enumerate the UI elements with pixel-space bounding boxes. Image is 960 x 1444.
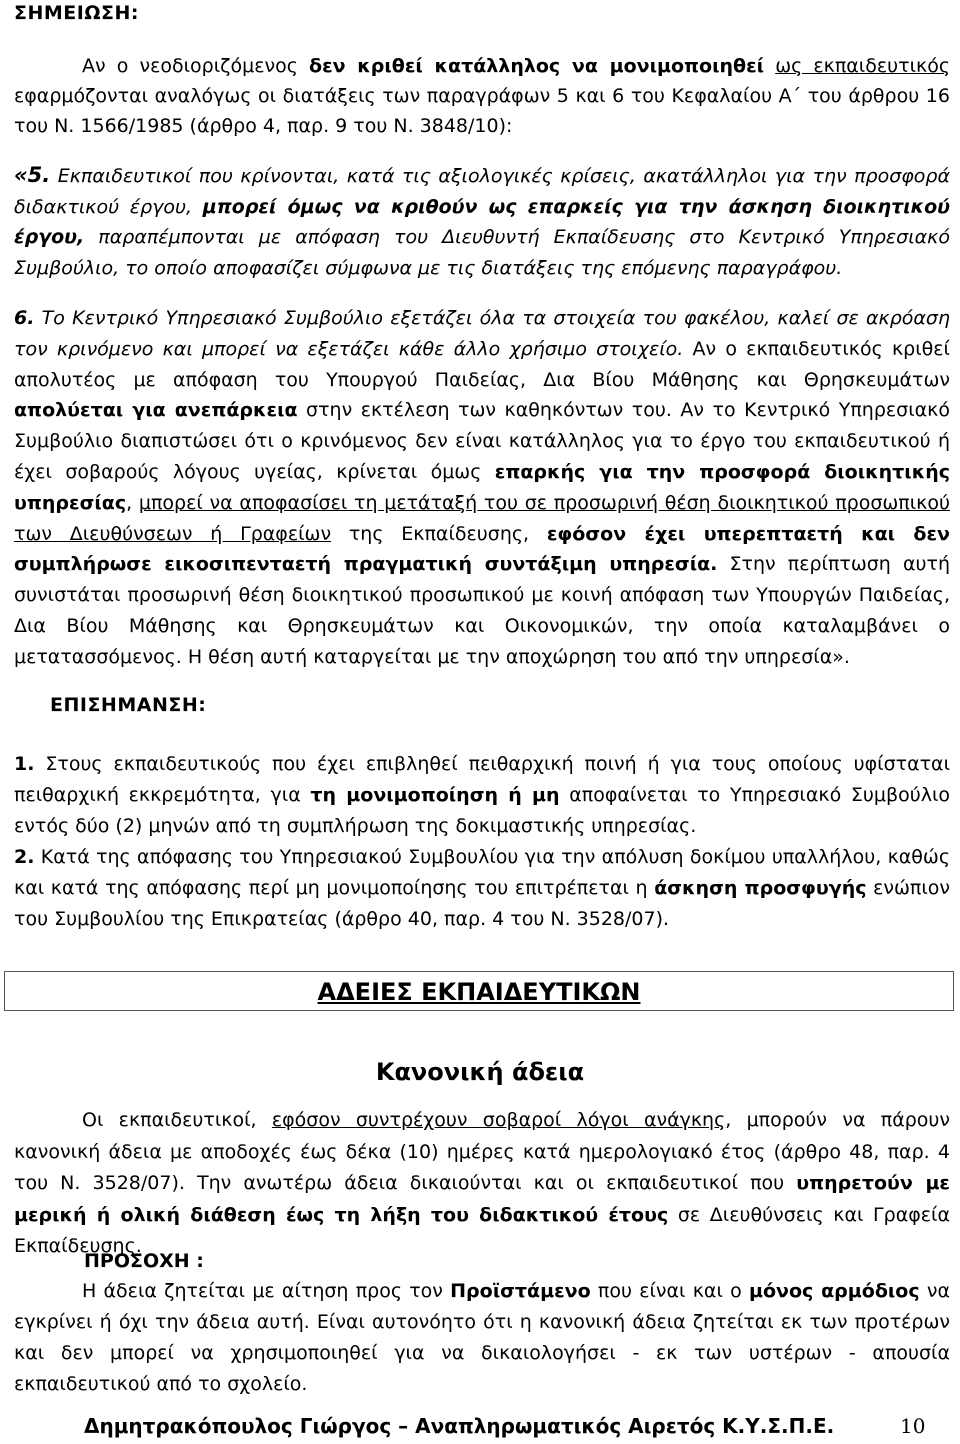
attention-label-line bbox=[84, 1246, 944, 1276]
episimansi-point-1: 1. Στους εκπαιδευτικούς που έχει επιβληθεί πειθαρχική ποινή ή για τους οποίους υφίσταται πειθαρχική εκκρεμότητα, για τη μονιμοποίηση ή μη αποφαίνεται το Υπηρεσιακό Συμβούλιο εντός δύο (2) μηνών από τη συμπλήρωση της δοκιμαστικής υπηρεσίας. bbox=[14, 753, 951, 837]
paragraph-6-number: 6. bbox=[14, 307, 35, 329]
footer-author: Δημητρακόπουλος Γιώργος – Αναπληρωματικός Αιρετός Κ.Υ.Σ.Π.Ε. bbox=[84, 1414, 835, 1438]
attention-bold-1: Προϊστάμενο bbox=[450, 1280, 591, 1302]
episimansi-heading: ΕΠΙΣΗΜΑΝΣΗ: bbox=[50, 694, 207, 716]
point-2-number: 2. bbox=[14, 846, 35, 868]
point-1-number: 1. bbox=[14, 753, 35, 775]
episimansi-point-2: 2. Κατά της απόφασης του Υπηρεσιακού Συμβουλίου για την απόλυση δοκίμου υπαλλήλου, καθώς και κατά της απόφασης περί μη μονιμοποίησης του επιτρέπεται η άσκηση προσφυγής ενώπιον του Συμβουλίου της Επικρατείας (άρθρο 40, παρ. 4 του Ν. 3528/07). bbox=[14, 846, 950, 930]
section-subtitle: Κανονική άδεια bbox=[375, 1058, 585, 1086]
attention-label: ΠΡΟΣΟΧΗ : bbox=[84, 1250, 204, 1272]
regular-leave-paragraph: Οι εκπαιδευτικοί, εφόσον συντρέχουν σοβαροί λόγοι ανάγκης, μπορούν να πάρουν κανονική άδεια με αποδοχές έως δέκα (10) ημέρες κατά ημερολογιακό έτος (άρθρο 48, παρ. 4 του Ν. 3528/07). Την ανωτέρω άδεια δικαιούνται και οι εκπαιδευτικοί που υπηρετούν με μερική ή ολική διάθεση έως τη λήξη του διδακτικού έτους σε Διευθύνσεις και Γραφεία Εκπαίδευσης. bbox=[14, 1109, 951, 1257]
note-intro-text-1: Αν ο νεοδιοριζόμενος bbox=[82, 55, 310, 77]
note-intro-paragraph bbox=[14, 51, 950, 141]
paragraph-5-bold: μπορεί όμως να κριθούν ως επαρκείς για την άσκηση διοικητικού έργου, bbox=[14, 195, 950, 248]
note-heading: ΣΗΜΕΙΩΣΗ: bbox=[14, 2, 139, 24]
paragraph-6-bold-2: επαρκής για την προσφορά διοικητικής υπηρεσίας bbox=[14, 460, 950, 514]
paragraph-6: 6. Το Κεντρικό Υπηρεσιακό Συμβούλιο εξετάζει όλα τα στοιχεία του φακέλου, καλεί σε ακρόαση τον κρινόμενο και μπορεί να εξετάζει κάθε άλλο χρήσιμο στοιχείο. Αν ο εκπαιδευτικός κριθεί απολυτέος με απόφαση του Υπουργού Παιδείας, Δια Βίου Μάθησης και Θρησκευμάτων απολύεται για ανεπάρκεια στην εκτέλεση των καθηκόντων του. Αν το Κεντρικό Υπηρεσιακό Συμβούλιο διαπιστώσει ότι ο κρινόμενος δεν είναι κατάλληλος για το έργο του εκπαιδευτικού ή έχει σοβαρούς λόγους υγείας, κρίνεται όμως επαρκής για την προσφορά διοικητικής υπηρεσίας, μπορεί να αποφασίσει τη μετάταξή του σε προσωρινή θέση διοικητικού προσωπικού των Διευθύνσεων ή Γραφείων της Εκπαίδευσης, εφόσον έχει υπερεπταετή και δεν συμπλήρωσε εικοσιπενταετή πραγματική συντάξιμη υπηρεσία. Στην περίπτωση αυτή συνιστάται προσωρινή θέση διοικητικού προσωπικού με κοινή απόφαση των Υπουργών Παιδείας, Δια Βίου Μάθησης και Θρησκευμάτων και Οικονομικών, την οποία καταλαμβάνει ο μετατασσόμενος. Η θέση αυτή καταργείται με την αποχώρηση του από την υπηρεσία». bbox=[14, 307, 951, 668]
leave-bold: υπηρετούν με μερική ή ολική διάθεση έως τη λήξη του διδακτικού έτους bbox=[14, 1172, 951, 1226]
note-intro-text-2: εφαρμόζονται αναλόγως οι διατάξεις των παραγράφων 5 και 6 του Κεφαλαίου Α΄ του άρθρου 16 του Ν. 1566/1985 (άρθρο 4, παρ. 9 του Ν. 3848/10): bbox=[14, 85, 950, 137]
leave-condition-underline: εφόσον συντρέχουν σοβαροί λόγοι ανάγκης bbox=[271, 1109, 726, 1131]
attention-bold-2: μόνος αρμόδιος bbox=[749, 1280, 920, 1302]
attention-paragraph: Η άδεια ζητείται με αίτηση προς τον Προϊστάμενο που είναι και ο μόνος αρμόδιος να εγκρίνει ή όχι την άδεια αυτή. Είναι αυτονόητο ότι η κανονική άδεια ζητείται εκ των προτέρων και δεν μπορεί να χρησιμοποιηθεί για να δικαιολογήσει - εκ των υστέρων - απουσία εκπαιδευτικού από το σχολείο. bbox=[14, 1280, 950, 1395]
paragraph-6-bold-3: εφόσον έχει υπερεπταετή και δεν συμπλήρωσε εικοσιπενταετή πραγματική συντάξιμη υπηρεσία. bbox=[14, 522, 951, 576]
note-intro-underline: ως εκπαιδευτικός bbox=[775, 55, 950, 77]
page-number: 10 bbox=[900, 1414, 926, 1438]
note-intro-bold: δεν κριθεί κατάλληλος να μονιμοποιηθεί bbox=[309, 55, 765, 77]
paragraph-6-underline: μπορεί να αποφασίσει τη μετάταξή του σε προσωρινή θέση διοικητικού προσωπικού των Διευθύνσεων ή Γραφείων bbox=[14, 491, 950, 545]
paragraph-6-bold-1: απολύεται για ανεπάρκεια bbox=[14, 399, 298, 422]
point-1-bold: τη μονιμοποίηση ή μη bbox=[310, 784, 560, 806]
paragraph-5-number: «5. bbox=[14, 163, 51, 187]
section-title: ΑΔΕΙΕΣ ΕΚΠΑΙΔΕΥΤΙΚΩΝ bbox=[317, 978, 641, 1006]
paragraph-5: «5. Εκπαιδευτικοί που κρίνονται, κατά τις αξιολογικές κρίσεις, ακατάλληλοι για την προσφορά διδακτικού έργου, μπορεί όμως να κριθούν ως επαρκείς για την άσκηση διοικητικού έργου, παραπέμπονται με απόφαση του Διευθυντή Εκπαίδευσης στο Κεντρικό Υπηρεσιακό Συμβούλιο, το οποίο αποφασίζει σύμφωνα με τις διατάξεις της επόμενης παραγράφου. bbox=[14, 163, 950, 279]
section-title-box bbox=[4, 971, 954, 1011]
point-2-bold: άσκηση προσφυγής bbox=[654, 877, 867, 899]
